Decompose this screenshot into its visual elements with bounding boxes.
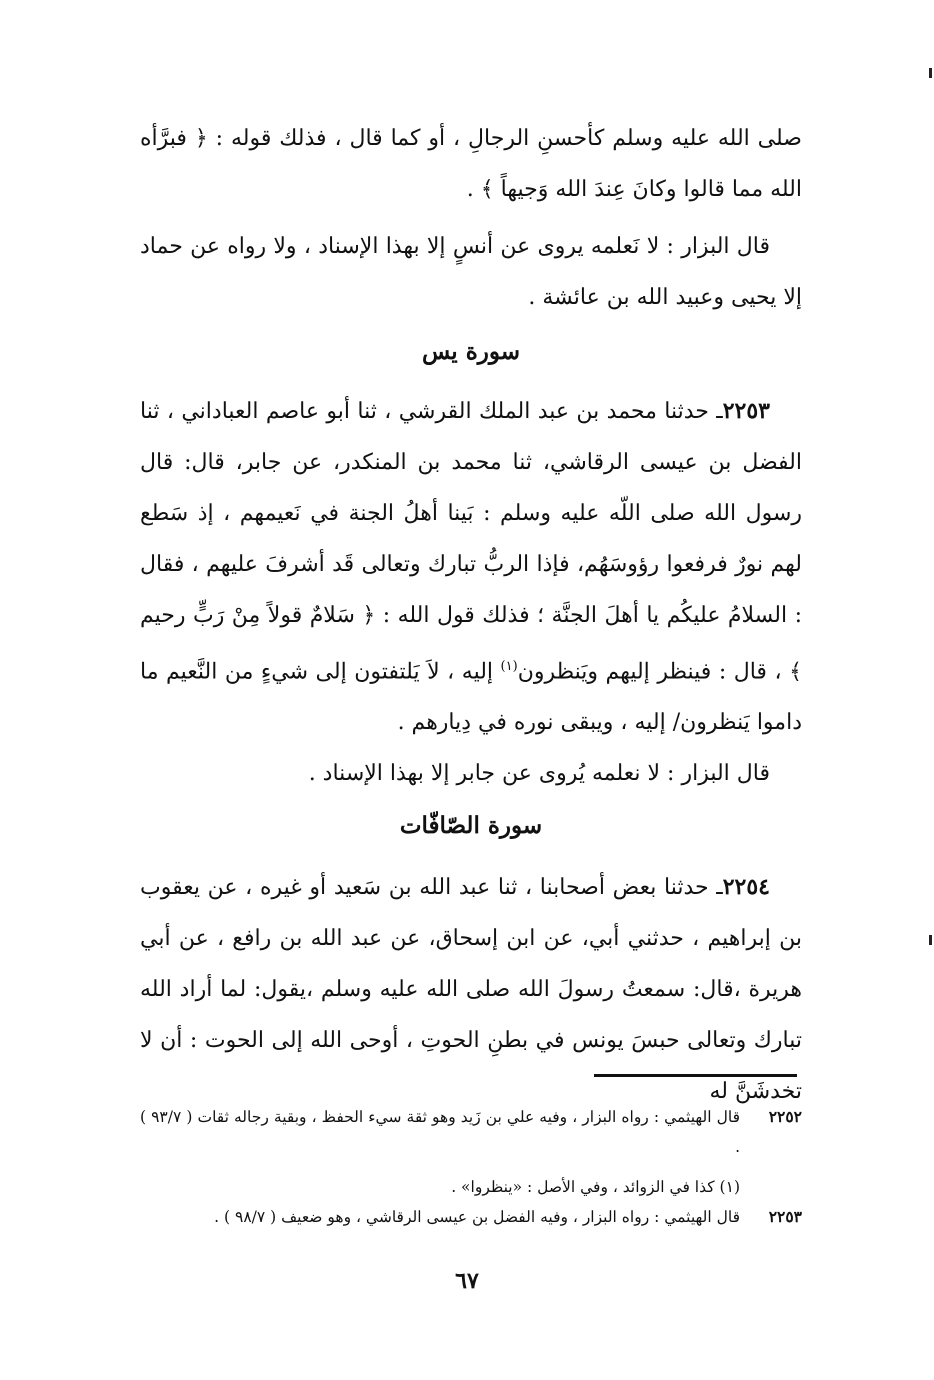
bazzar-comment-paragraph: قال البزار : لا نعلمه يُروى عن جابر إلا بهذا الإسناد . (308, 761, 770, 787)
hadith-text: ـ حدثنا بعض أصحابنا ، ثنا عبد الله بن سَعيد أو غيره ، عن يعقوب بن إبراهيم ، حدثني أبي، عن ابن إسحاق، عن عبد الله بن رافع ، عن أبي هريرة ،قال: سمعتُ رسولَ الله صلى الله عليه وسلم ،يقول: لما أراد الله تبارك وتعالى حبسَ يونس في بطنِ الحوتِ ، أوحى الله إلى الحوت : أن لا تخدشَنَّ له (140, 875, 802, 1104)
hadith-text-continued: إليه ، لاَ يَلتفتون إلى شيءٍ من النَّعيم ما داموا يَنظرون/ إليه ، ويبقى نوره في دِيارهم . (140, 659, 802, 736)
page-number: ٦٧ (455, 1268, 479, 1294)
footnote-number: ٢٢٥٢ (768, 1107, 802, 1126)
footnote-text: (١) كذا في الزوائد ، وفي الأصل : «ينظروا» . (451, 1178, 740, 1196)
continued-paragraph-block (140, 113, 802, 323)
hadith-number: ٢٢٥٤ (722, 874, 770, 900)
footnote-text: قال الهيثمي : رواه البزار ، وفيه الفضل بن عيسى الرقاشي ، وهو ضعيف ( ٩٨/٧ ) . (214, 1208, 740, 1226)
hadith-text: ـ حدثنا محمد بن عبد الملك القرشي ، ثنا أبو عاصم العباداني ، ثنا الفضل بن عيسى الرقاشي، ثنا محمد بن المنكدر، عن جابر، قال: قال رسول الله صلى اللّه عليه وسلم : بَينا أهلُ الجنة في نَعيمهم ، إذ سَطع لهم نورٌ فرفعوا رؤوسَهُم، فإذا الربُّ تبارك وتعالى قَد أشرفَ عليهم ، فقال : السلامُ عليكُم يا أهلَ الجنَّة ؛ فذلك قول الله : ﴿ سَلامٌ قولاً مِنْ رَبٍّ رحيم ﴾ ، قال : فينظر إليهم ويَنظرون (140, 399, 802, 685)
footnote-ref: (١) (500, 659, 518, 674)
hadith-2254-paragraph (140, 862, 802, 1117)
scan-edge-mark (929, 935, 932, 945)
hadith-2253-block (140, 386, 802, 799)
scan-edge-mark (929, 68, 932, 78)
bazzar-comment-paragraph: قال البزار : لا نَعلمه يروى عن أنسٍ إلا بهذا الإسناد ، ولا رواه عن حماد إلا يحيى وعبيد الله بن عائشة . (140, 234, 802, 310)
hadith-number: ٢٢٥٣ (722, 398, 770, 424)
footnotes-block (140, 1102, 802, 1232)
footnote-text: قال الهيثمي : رواه البزار ، وفيه علي بن زَيد وهو ثقة سيء الحفظ ، وبقية رجاله ثقات ( ٩٣/٧ ) . (140, 1108, 740, 1156)
footnote-number: ٢٢٥٣ (768, 1207, 802, 1226)
hadith-2253-paragraph (140, 386, 802, 748)
surah-yasin-heading: سورة يس (421, 338, 521, 365)
footnote-row (140, 1102, 802, 1162)
footnote-row (140, 1202, 802, 1232)
hadith-2254-block (140, 862, 802, 1117)
surah-saffat-heading: سورة الصّافّات (399, 812, 543, 839)
footnote-separator (594, 1074, 797, 1077)
footnote-row (140, 1172, 802, 1202)
continued-paragraph: صلى الله عليه وسلم كأحسنِ الرجالِ ، أو كما قال ، فذلك قوله : ﴿ فبرَّأه الله مما قالوا وكانَ عِندَ الله وَجيهاً ﴾ . (140, 126, 802, 202)
